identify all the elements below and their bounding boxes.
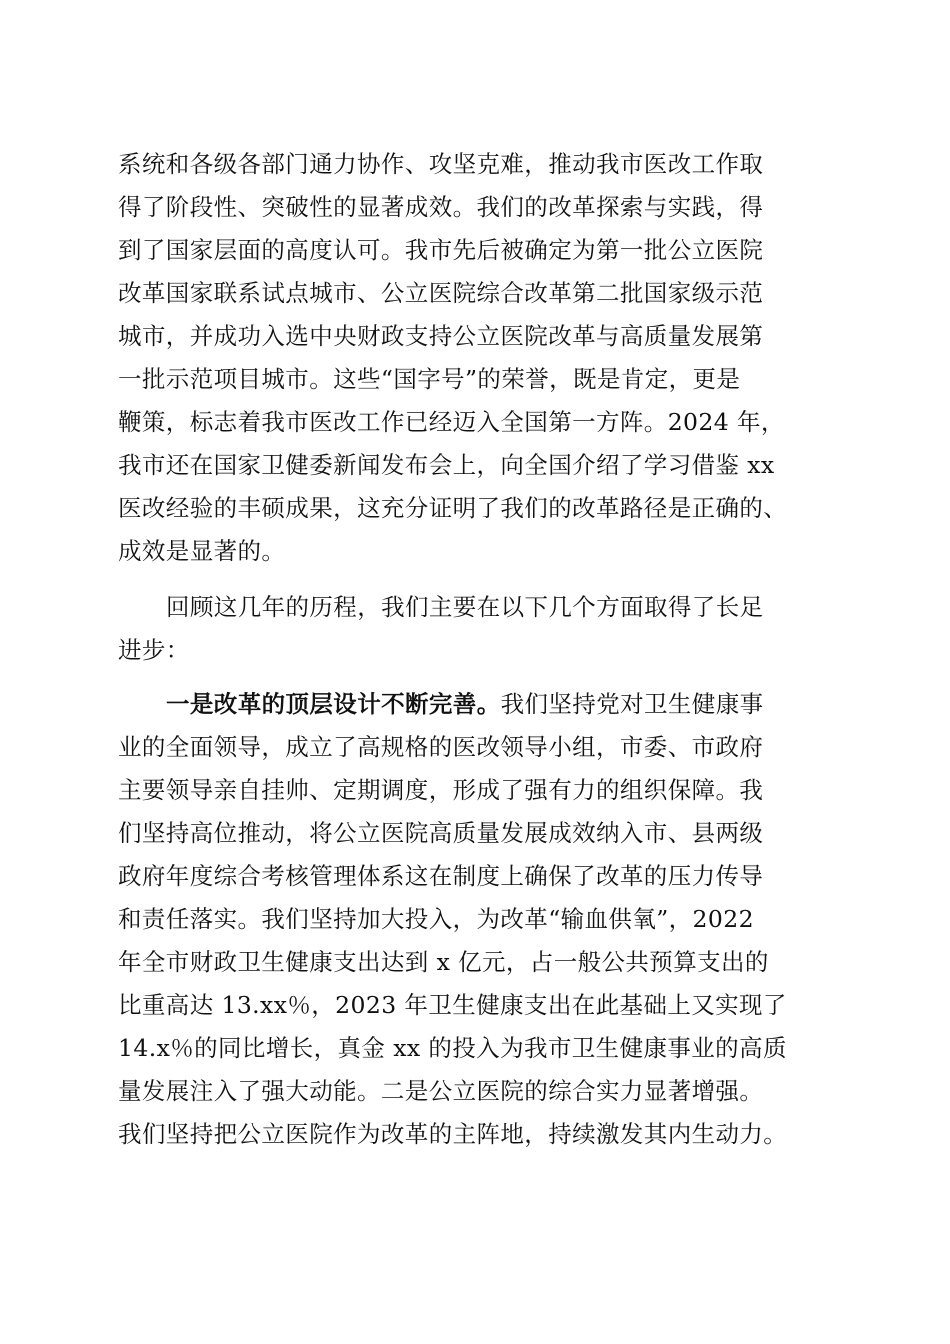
section-heading: 一是改革的顶层设计不断完善。 (166, 690, 501, 718)
paragraph-line: 回顾这几年的历程，我们主要在以下几个方面取得了长足 (166, 593, 764, 621)
paragraph-line: 到了国家层面的高度认可。我市先后被确定为第一批公立医院 (118, 236, 764, 264)
paragraph-line: 年全市财政卫生健康支出达到 x 亿元，占一般公共预算支出的 (118, 948, 769, 976)
paragraph-line: 一批示范项目城市。这些“国字号”的荣誉，既是肯定，更是 (118, 365, 741, 393)
paragraph-line: 我市还在国家卫健委新闻发布会上，向全国介绍了学习借鉴 xx (118, 451, 775, 479)
paragraph-line (166, 686, 764, 722)
paragraph-line: 们坚持高位推动，将公立医院高质量发展成效纳入市、县两级 (118, 819, 764, 847)
paragraph-line: 量发展注入了强大动能。二是公立医院的综合实力显著增强。 (118, 1077, 764, 1105)
paragraph-line: 14.x％的同比增长，真金 xx 的投入为我市卫生健康事业的高质 (118, 1034, 787, 1062)
paragraph-line: 进步： (118, 636, 190, 664)
paragraph-line: 改革国家联系试点城市、公立医院综合改革第二批国家级示范 (118, 279, 764, 307)
paragraph-line: 比重高达 13.xx％，2023 年卫生健康支出在此基础上又实现了 (118, 991, 787, 1019)
paragraph-line: 和责任落实。我们坚持加大投入，为改革“输血供氧”，2022 (118, 905, 754, 933)
paragraph-line: 主要领导亲自挂帅、定期调度，形成了强有力的组织保障。我 (118, 776, 764, 804)
paragraph-line: 我们坚持把公立医院作为改革的主阵地，持续激发其内生动力。 (118, 1120, 788, 1148)
paragraph-line: 医改经验的丰硕成果，这充分证明了我们的改革路径是正确的、 (118, 494, 788, 522)
paragraph-text: 我们坚持党对卫生健康事 (500, 690, 764, 718)
paragraph-line: 得了阶段性、突破性的显著成效。我们的改革探索与实践，得 (118, 193, 764, 221)
paragraph-line: 政府年度综合考核管理体系这在制度上确保了改革的压力传导 (118, 862, 764, 890)
paragraph-line: 业的全面领导，成立了高规格的医改领导小组，市委、市政府 (118, 733, 764, 761)
paragraph-line: 城市，并成功入选中央财政支持公立医院改革与高质量发展第 (118, 322, 764, 350)
paragraph-line: 鞭策，标志着我市医改工作已经迈入全国第一方阵。2024 年， (118, 408, 785, 436)
paragraph-line: 成效是显著的。 (118, 537, 286, 565)
paragraph-line: 系统和各级各部门通力协作、攻坚克难，推动我市医改工作取 (118, 150, 764, 178)
